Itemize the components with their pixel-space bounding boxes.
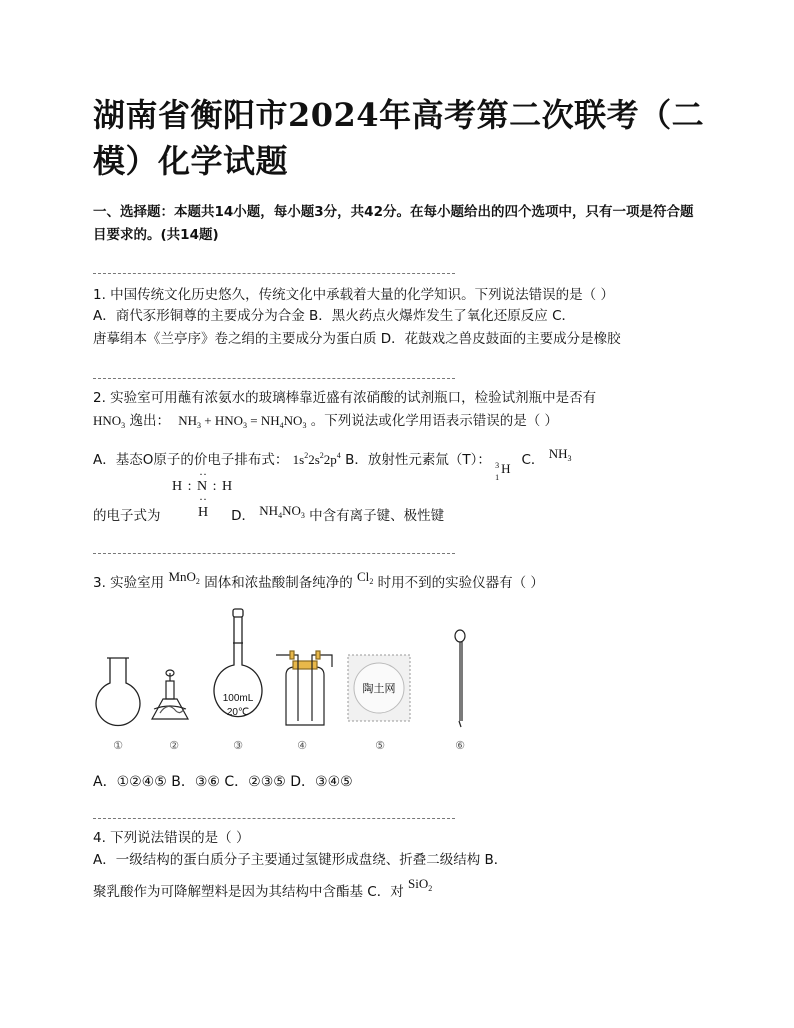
apparatus-number: ⑤ — [375, 739, 385, 752]
flask-volume-label: 100mL — [222, 693, 254, 704]
lewis-row: H : N : H — [172, 479, 234, 494]
apparatus-number: ① — [113, 739, 123, 752]
option-b: B．放射性元素氚（T）： — [345, 452, 491, 468]
q1-options-line-2: 唐摹绢本《兰亭序》卷之绢的主要成分为蛋白质 D．花鼓戏之兽皮鼓面的主要成分是橡胶 — [93, 331, 621, 347]
formula-sio2: SiO$_2$ — [408, 876, 433, 893]
text: 时用不到的实验仪器有（ ） — [377, 575, 544, 591]
text: 固体和浓盐酸制备纯净的 — [204, 575, 353, 591]
divider — [93, 378, 455, 379]
divider — [93, 553, 455, 554]
q4-options-line-1: A．一级结构的蛋白质分子主要通过氢键形成盘绕、折叠二级结构 B． — [93, 852, 508, 868]
formula-mno2: MnO$_2$ — [168, 569, 200, 586]
page-title: 湖南省衡阳市2024年高考第二次联考（二模）化学试题 — [93, 96, 705, 180]
round-bottom-flask-icon — [96, 658, 140, 725]
q3-options: A．①②④⑤ B．③⑥ C．②③⑤ D．③④⑤ — [93, 774, 353, 790]
ceramic-gauze-icon — [348, 655, 410, 721]
lone-pair: ·· — [199, 467, 207, 481]
option-d: D． — [231, 508, 255, 524]
apparatus-number: ② — [169, 739, 179, 752]
q4-stem: 4. 下列说法错误的是（ ） — [93, 830, 250, 846]
apparatus-number: ⑥ — [455, 739, 465, 752]
text: 逸出： — [129, 413, 170, 429]
text: 中含有离子键、极性键 — [309, 508, 445, 524]
reaction-equation: $NH_3 + HNO_3 = NH_4NO_3$ — [178, 413, 307, 430]
flask-temp-label: 20℃ — [226, 707, 250, 718]
electron-config: $1s^22s^22p^4$ — [292, 451, 341, 467]
pipette-icon — [455, 630, 465, 727]
formula-nh4no3: $NH_4NO_3$ — [259, 503, 305, 520]
text: 。下列说法或化学用语表示错误的是（ ） — [310, 413, 559, 429]
text: 的电子式为 — [93, 508, 161, 524]
q2-stem-line-2 — [93, 412, 558, 435]
apparatus-number: ④ — [297, 739, 307, 752]
q2-stem: 2. 实验室可用蘸有浓氨水的玻璃棒靠近盛有浓硝酸的试剂瓶口，检验试剂瓶中是否有 — [93, 390, 597, 406]
option-a: A．基态O原子的价电子排布式： — [93, 452, 289, 468]
formula-nh3: $NH_3$ — [548, 446, 572, 463]
divider — [93, 273, 455, 274]
formula-hno3: $HNO_3$ — [93, 413, 126, 430]
volumetric-flask-icon — [214, 609, 262, 718]
section-heading: 一、选择题：本题共14小题，每小题3分，共42分。在每小题给出的四个选项中，只有一项是符合题目要求的。(共14题) — [93, 204, 694, 243]
bond-pair: ·· — [199, 492, 207, 506]
lab-apparatus-figure — [90, 603, 490, 753]
gauze-label: 陶土网 — [362, 682, 396, 695]
q3-stem — [93, 569, 544, 597]
q4-options-line-2 — [93, 876, 433, 906]
q1-stem: 1. 中国传统文化历史悠久，传统文化中承载着大量的化学知识。下列说法错误的是（ ） — [93, 287, 614, 303]
q2-options-line-1: A．基态O原子的价电子排布式： $1s^22s^22p^4$ B．放射性元素氚（T）： 3 1 H C． $NH_3$ — [93, 446, 572, 482]
q1-options-line-1: A．商代豕形铜尊的主要成分为合金 B．黑火药点火爆炸发生了氧化还原反应 C． — [93, 308, 576, 324]
lewis-bottom-h: H — [198, 505, 209, 520]
option-c: C． — [521, 452, 545, 468]
divider — [93, 818, 455, 819]
text: 聚乳酸作为可降解塑料是因为其结构中含酯基 C．对 — [93, 884, 404, 900]
apparatus-number: ③ — [233, 739, 243, 752]
formula-cl2: $Cl_2$ — [357, 569, 374, 586]
q2-options-line-2 — [93, 503, 445, 530]
text: 3. 实验室用 — [93, 575, 165, 591]
gas-washing-bottle-icon — [276, 651, 332, 725]
alcohol-lamp-icon — [152, 670, 188, 719]
